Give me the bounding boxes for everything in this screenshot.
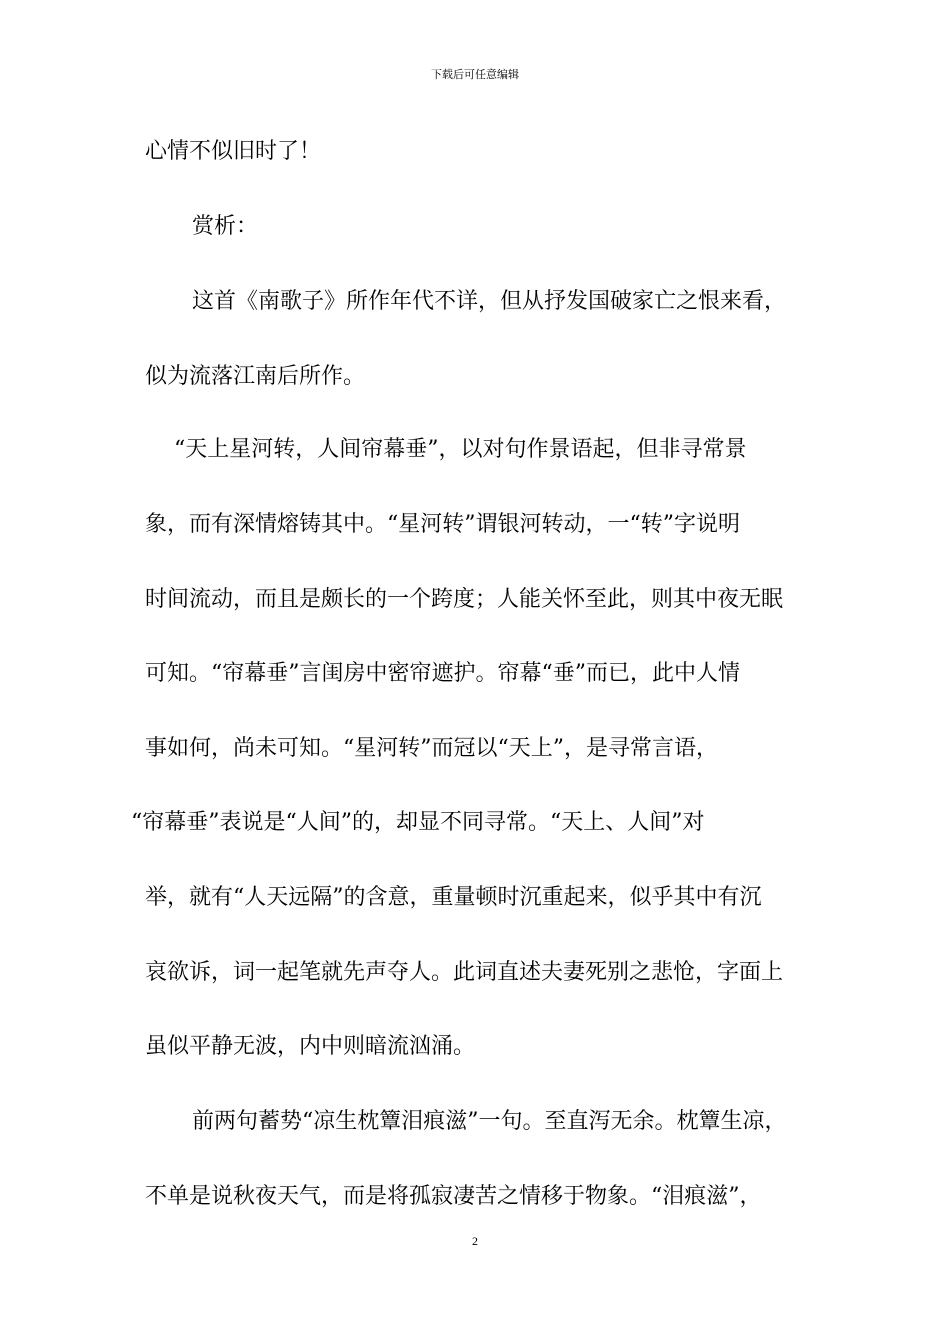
body-line: 时间流动，而且是颇长的一个跨度；人能关怀至此，则其中夜无眠 xyxy=(145,587,784,612)
body-line: “天上星河转，人间帘幕垂”，以对句作景语起，但非寻常景 xyxy=(174,437,747,462)
body-line: 事如何，尚未可知。“星河转”而冠以“天上”，是寻常言语， xyxy=(145,736,718,761)
body-line: 心情不似旧时了！ xyxy=(145,139,322,164)
body-line: 可知。“帘幕垂”言闺房中密帘遮护。帘幕“垂”而已，此中人情 xyxy=(145,661,740,686)
body-line: “帘幕垂”表说是“人间”的，却显不同寻常。“天上、人间”对 xyxy=(131,810,705,835)
body-line: 前两句蓄势“凉生枕簟泪痕滋”一句。至直泻无余。枕簟生凉， xyxy=(192,1109,787,1134)
body-line: 象，而有深情熔铸其中。“星河转”谓银河转动，一“转”字说明 xyxy=(145,512,740,537)
body-line: 这首《南歌子》所作年代不详，但从抒发国破家亡之恨来看， xyxy=(192,289,787,314)
page-number: 2 xyxy=(472,1234,478,1248)
body-line: 赏析： xyxy=(192,214,259,239)
body-line: 举，就有“人天远隔”的含意，重量顿时沉重起来，似乎其中有沉 xyxy=(145,885,762,910)
body-line: 不单是说秋夜天气，而是将孤寂凄苦之情移于物象。“泪痕滋”， xyxy=(145,1184,762,1209)
body-line: 似为流落江南后所作。 xyxy=(145,364,366,389)
body-line: 虽似平静无波，内中则暗流汹涌。 xyxy=(145,1034,476,1059)
page-header: 下载后可任意编辑 xyxy=(431,68,519,81)
body-line: 哀欲诉，词一起笔就先声夺人。此词直述夫妻死别之悲怆，字面上 xyxy=(145,960,784,985)
